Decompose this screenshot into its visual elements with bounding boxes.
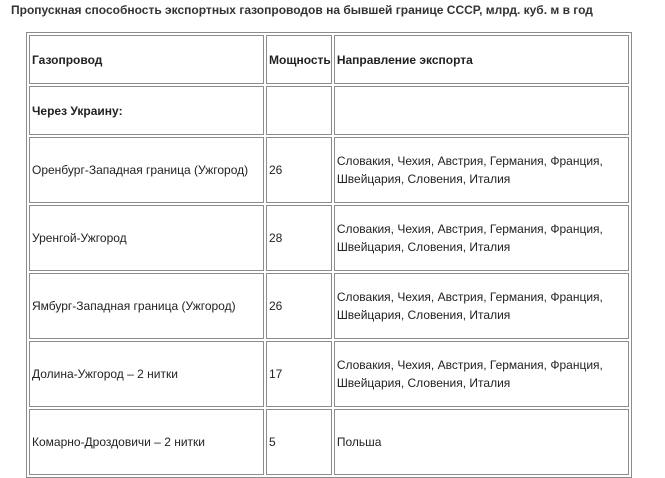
pipeline-cell: Уренгой-Ужгород [29, 205, 264, 271]
direction-cell: Словакия, Чехия, Австрия, Германия, Франция, Швейцария, Словения, Италия [334, 137, 629, 203]
capacity-cell: 26 [266, 137, 332, 203]
pipeline-cell: Долина-Ужгород – 2 нитки [29, 341, 264, 407]
group-empty-cell [266, 86, 332, 135]
capacity-cell: 28 [266, 205, 332, 271]
direction-cell: Словакия, Чехия, Австрия, Германия, Франция, Швейцария, Словения, Италия [334, 205, 629, 271]
table-row [29, 341, 629, 407]
group-empty-cell [334, 86, 629, 135]
pipeline-table-container [26, 32, 632, 478]
pipeline-cell: Комарно-Дроздовичи – 2 нитки [29, 409, 264, 475]
capacity-cell: 17 [266, 341, 332, 407]
pipeline-cell: Ямбург-Западная граница (Ужгород) [29, 273, 264, 339]
table-header-row [29, 35, 629, 84]
table-row [29, 205, 629, 271]
header-pipeline: Газопровод [29, 35, 264, 84]
header-capacity: Мощность [266, 35, 332, 84]
table-row [29, 409, 629, 475]
pipeline-table [26, 32, 632, 478]
direction-cell: Словакия, Чехия, Австрия, Германия, Франция, Швейцария, Словения, Италия [334, 341, 629, 407]
capacity-cell: 26 [266, 273, 332, 339]
table-row [29, 273, 629, 339]
header-direction: Направление экспорта [334, 35, 629, 84]
group-row [29, 86, 629, 135]
direction-cell: Польша [334, 409, 629, 475]
table-row [29, 137, 629, 203]
page-title: Пропускная способность экспортных газопроводов на бывшей границе СССР, млрд. куб. м в год [11, 3, 593, 17]
direction-cell: Словакия, Чехия, Австрия, Германия, Франция, Швейцария, Словения, Италия [334, 273, 629, 339]
capacity-cell: 5 [266, 409, 332, 475]
pipeline-cell: Оренбург-Западная граница (Ужгород) [29, 137, 264, 203]
group-label: Через Украину: [29, 86, 264, 135]
